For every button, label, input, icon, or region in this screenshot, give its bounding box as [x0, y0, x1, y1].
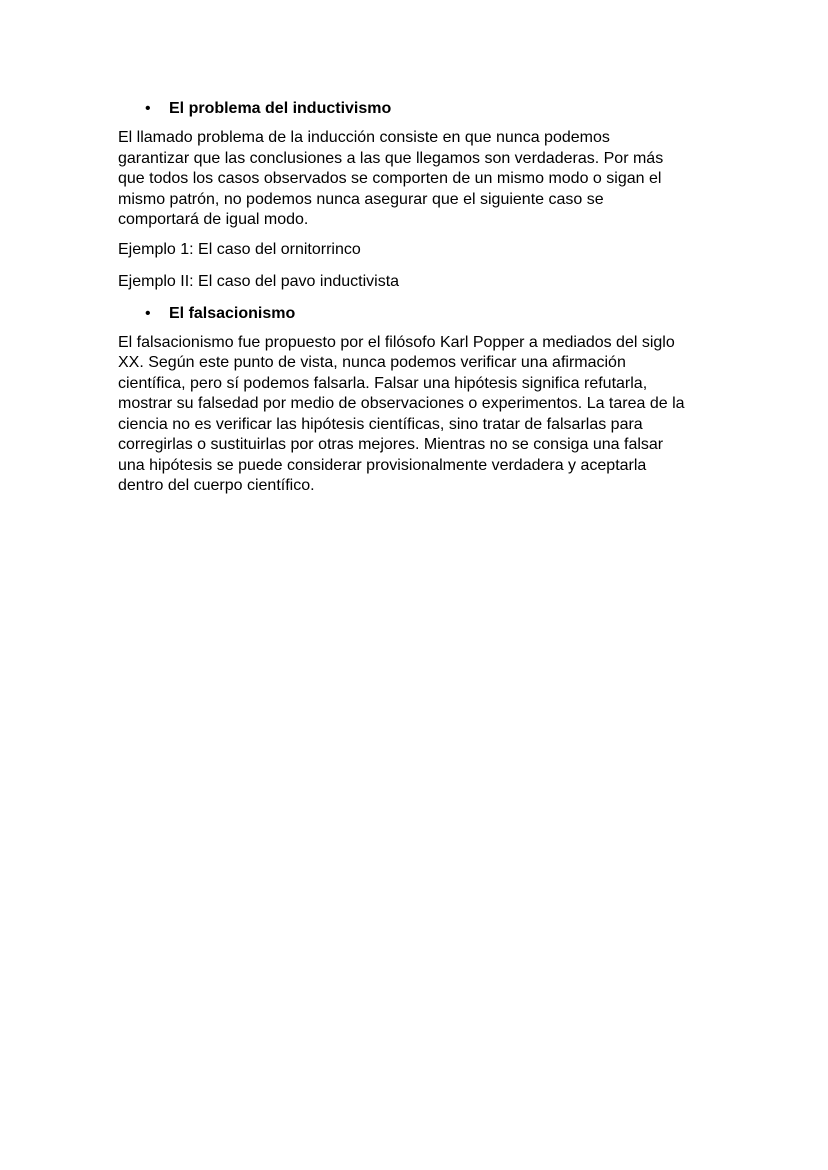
paragraph-line: una hipótesis se puede considerar provisionalmente verdadera y aceptarla — [118, 456, 647, 474]
section-heading-falsacionismo — [118, 303, 718, 325]
paragraph-line: científica, pero sí podemos falsarla. Falsar una hipótesis significa refutarla, — [118, 374, 648, 392]
section-heading-inductivismo — [118, 98, 718, 120]
paragraph-inductivismo — [118, 128, 718, 231]
paragraph-line: que todos los casos observados se comporten de un mismo modo o sigan el — [118, 170, 662, 187]
paragraph-falsacionismo — [118, 333, 718, 497]
paragraph-line: dentro del cuerpo científico. — [118, 477, 315, 494]
paragraph-line: comportará de igual modo. — [118, 211, 309, 228]
example-pavo-inductivista: Ejemplo II: El caso del pavo inductivista — [118, 272, 400, 290]
bullet-icon: • — [145, 100, 151, 117]
heading-text: El falsacionismo — [169, 304, 296, 322]
paragraph-line: El llamado problema de la inducción consiste en que nunca podemos — [118, 129, 610, 146]
paragraph-line: garantizar que las conclusiones a las que llegamos son verdaderas. Por más — [118, 149, 664, 167]
paragraph-line: ciencia no es verificar las hipótesis científicas, sino tratar de falsarlas para — [118, 415, 643, 433]
heading-text: El problema del inductivismo — [169, 100, 392, 117]
paragraph-line: El falsacionismo fue propuesto por el filósofo Karl Popper a mediados del siglo — [118, 333, 675, 351]
bullet-icon: • — [145, 304, 151, 322]
document-body — [118, 98, 718, 505]
paragraph-line: mostrar su falsedad por medio de observaciones o experimentos. La tarea de la — [118, 395, 685, 412]
paragraph-line: corregirlas o sustituirlas por otras mejores. Mientras no se consiga una falsar — [118, 436, 664, 453]
paragraph-line: mismo patrón, no podemos nunca asegurar que el siguiente caso se — [118, 190, 604, 208]
paragraph-line: XX. Según este punto de vista, nunca podemos verificar una afirmación — [118, 354, 626, 371]
example-ornitorrinco: Ejemplo 1: El caso del ornitorrinco — [118, 240, 361, 258]
